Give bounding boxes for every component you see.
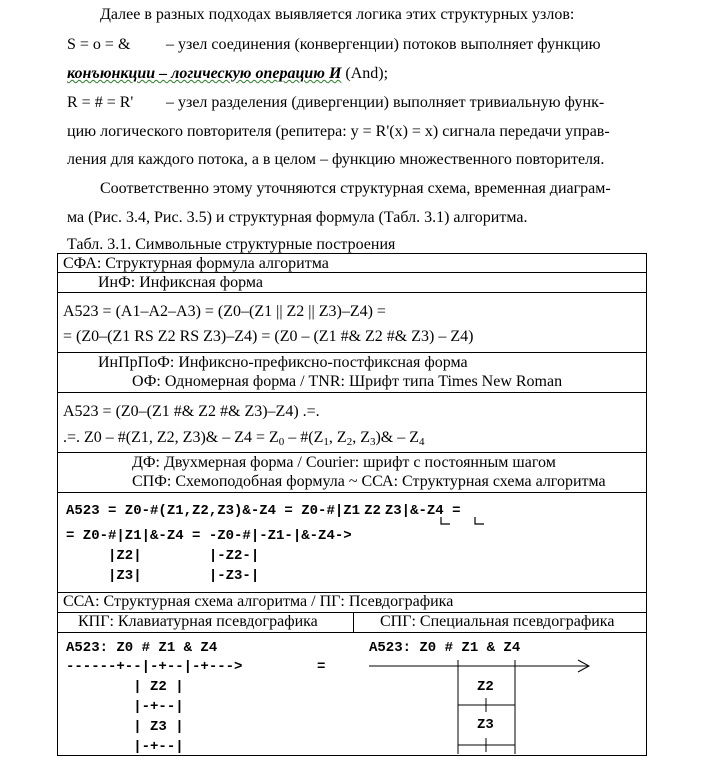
s-node-symbol: S = o = & bbox=[67, 36, 131, 53]
r-node-description-line2: цию логического повторителя (репитера: y = R'(x) = x) сигнала передачи управ- bbox=[67, 123, 610, 140]
spg-diagram bbox=[58, 254, 648, 757]
row-inf-label: ИнФ: Инфиксная форма bbox=[98, 274, 263, 291]
spg-z3: Z3 bbox=[477, 717, 494, 733]
r-node-description-line3: ления для каждого потока, а в целом – функцию множественного повторителя. bbox=[67, 151, 605, 168]
r-node-description: – узел разделения (дивергенции) выполняет тривиальную функ- bbox=[166, 94, 605, 111]
row-of-label: ОФ: Одномерная форма / TNR: Шрифт типа Times New Roman bbox=[132, 373, 563, 390]
kpg-line2: ------+--|-+--|-+---> bbox=[66, 659, 243, 675]
r-node-symbol: R = # = R' bbox=[67, 94, 134, 111]
kpg-line3: | Z2 | bbox=[66, 679, 184, 695]
spg-z2: Z2 bbox=[477, 679, 494, 695]
spg-line1: A523: Z0 # Z1 & Z4 bbox=[369, 640, 521, 656]
one-dim-formula-line2: .=. Z0 – #(Z1, Z2, Z3)& – $Z4 = Z_0$ – $\#(Z_1$, $Z_2$, $Z_3)\& - Z_4$ bbox=[63, 429, 425, 448]
intro-paragraph-1: Далее в разных подходах выявляется логика этих структурных узлов: bbox=[100, 6, 575, 23]
intro-paragraph-2-line2: ма (Рис. 3.4, Рис. 3.5) и структурная формула (Табл. 3.1) алгоритма. bbox=[67, 209, 528, 226]
mono-formula-line1: A523 = Z0-#(Z1,Z2,Z3)&-Z4 = Z0-#|Z1 Z2 Z3|&-Z4 = bbox=[66, 503, 461, 519]
row-spf-label: СПФ: Схемоподобная формула ~ ССА: Структурная схема алгоритма bbox=[132, 473, 606, 490]
mono-formula-line2: = Z0-#|Z1|&-Z4 = -Z0-#|-Z1-|&-Z4-> bbox=[66, 528, 352, 544]
row-ssa-label: ССА: Структурная схема алгоритма / ПГ: Псевдографика bbox=[63, 593, 454, 610]
intro-paragraph-2: Соответственно этому уточняются структурная схема, временная диаграм- bbox=[100, 180, 611, 197]
infix-formula-line2: = (Z0–(Z1 RS Z2 RS Z3)–Z4) = (Z0 – (Z1 #& Z2 #& Z3) – Z4) bbox=[63, 328, 474, 345]
one-dim-formula-line1: A523 = (Z0–(Z1 #& Z2 #& Z3)–Z4) .=. bbox=[63, 403, 320, 420]
mono-formula-line4: |Z3| |-Z3-| bbox=[66, 568, 260, 584]
col-kpg-label: КПГ: Клавиатурная псевдографика bbox=[78, 613, 318, 630]
kpg-spg-equals: = bbox=[317, 659, 326, 675]
s-node-description-line2 bbox=[67, 64, 388, 84]
s-node-description: – узел соединения (конвергенции) потоков выполняет функцию bbox=[166, 36, 601, 53]
kpg-line1: A523: Z0 # Z1 & Z4 bbox=[66, 640, 218, 656]
infix-formula-line1: A523 = (A1–A2–A3) = (Z0–(Z1 || Z2 || Z3)–Z4) = bbox=[63, 303, 386, 320]
table-caption: Табл. 3.1. Символьные структурные построения bbox=[67, 236, 396, 253]
row-sfa-label: СФА: Структурная формула алгоритма bbox=[63, 255, 329, 272]
s-node-bold-text: конъюнкции – логическую операцию И bbox=[67, 65, 342, 82]
symbolic-structures-table bbox=[57, 253, 647, 756]
kpg-line5: | Z3 | bbox=[66, 719, 184, 735]
row-inprpof-label: ИнПрПоФ: Инфиксно-префиксно-постфиксная форма bbox=[98, 354, 468, 371]
kpg-line6: |-+--| bbox=[66, 739, 184, 755]
row-df-label: ДФ: Двухмерная форма / Courier: шрифт с постоянным шагом bbox=[132, 454, 556, 471]
col-spg-label: СПГ: Специальная псевдографика bbox=[380, 613, 615, 630]
s-node-end: (And); bbox=[341, 65, 389, 82]
kpg-line4: |-+--| bbox=[66, 699, 184, 715]
mono-formula-line3: |Z2| |-Z2-| bbox=[66, 548, 260, 564]
